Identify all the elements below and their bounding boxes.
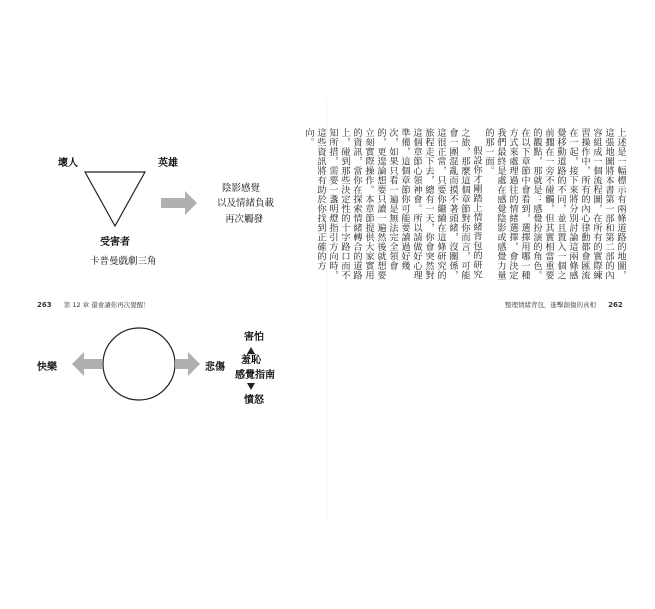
right-footer bbox=[505, 300, 623, 309]
triangle-result-line2: 以及情緒負載 bbox=[217, 198, 275, 209]
circle-option-guide: 感覺指南 bbox=[235, 370, 275, 381]
circle-option-fear: 害怕 bbox=[244, 332, 264, 343]
circle-label-happy: 快樂 bbox=[37, 362, 57, 373]
triangle-label-hero: 英雄 bbox=[158, 158, 178, 169]
body-paragraph: 假設你才剛踏上情緒背包的研究之旅，那麼這個章節對你而言，可能會一團混亂而摸不著頭緒，沒關係，這很正常，只要你繼續在這條研究的旅程走下去，總有一天，你會突然對這個章節心領神會。所以請做好心理準備，這個章節你可能要讀過好幾次，如果只看一遍是無法完全領會的，更遑論想要只讀一遍然後就想要立刻實際操作。本章節提供大家實用的資訊，當你在探索情緒轉合的道路上，碰到那些決定性的十字路口而不知所措，需要一盞明燈指引方向時，這些資訊將有助於你找到正確的方向。 bbox=[303, 128, 482, 280]
triangle-result-line1: 陰影感覺 bbox=[222, 183, 261, 194]
triangle-result-line3: 再次觸發 bbox=[225, 214, 264, 225]
right-page-body bbox=[303, 128, 626, 288]
triangle-label-villain: 壞人 bbox=[58, 158, 78, 169]
circle-arrow-right bbox=[175, 352, 200, 376]
circle-label-sad: 悲傷 bbox=[205, 362, 225, 373]
triangle-caption: 卡普曼戲劇三角 bbox=[90, 256, 157, 267]
body-paragraph: 上述是一幅標示有兩條道路的地圖，這張地圖將本書第一部和第二部的內容組成一個流程圖，在所有的實際練習操作中，所有的內心律動都會匯流在一起，接下來將分別討論這兩條感覺移動道路的不同，並且置入一個之前擱在一旁不碰觸，但其實相當重要的觀點，那就是：感覺扮演的角色。在以下章節中會看到，選擇用哪一種方式來處理過往的情緒選擇，會決定我們最終是處在感覺陰影或感覺力量的那一面。 bbox=[483, 128, 626, 280]
left-chapter-title: 第 12 章 還會讓你再次覺醒！ bbox=[63, 301, 150, 309]
triangle-arrow-right bbox=[161, 191, 197, 215]
left-page-number: 263 bbox=[37, 301, 52, 309]
left-footer bbox=[37, 300, 150, 309]
circle-arrow-left bbox=[72, 352, 102, 376]
karpman-triangle bbox=[85, 172, 145, 226]
triangle-label-victim: 受害者 bbox=[100, 237, 130, 248]
right-page-number: 262 bbox=[608, 301, 623, 309]
right-book-title: 整理情緒背包，進擊創傷的真相 bbox=[505, 301, 596, 309]
circle-option-anger: 憤怒 bbox=[244, 395, 264, 406]
circle-option-shame: 羞恥 bbox=[241, 355, 261, 366]
down-arrowhead bbox=[247, 383, 255, 390]
emotion-circle bbox=[103, 328, 175, 400]
